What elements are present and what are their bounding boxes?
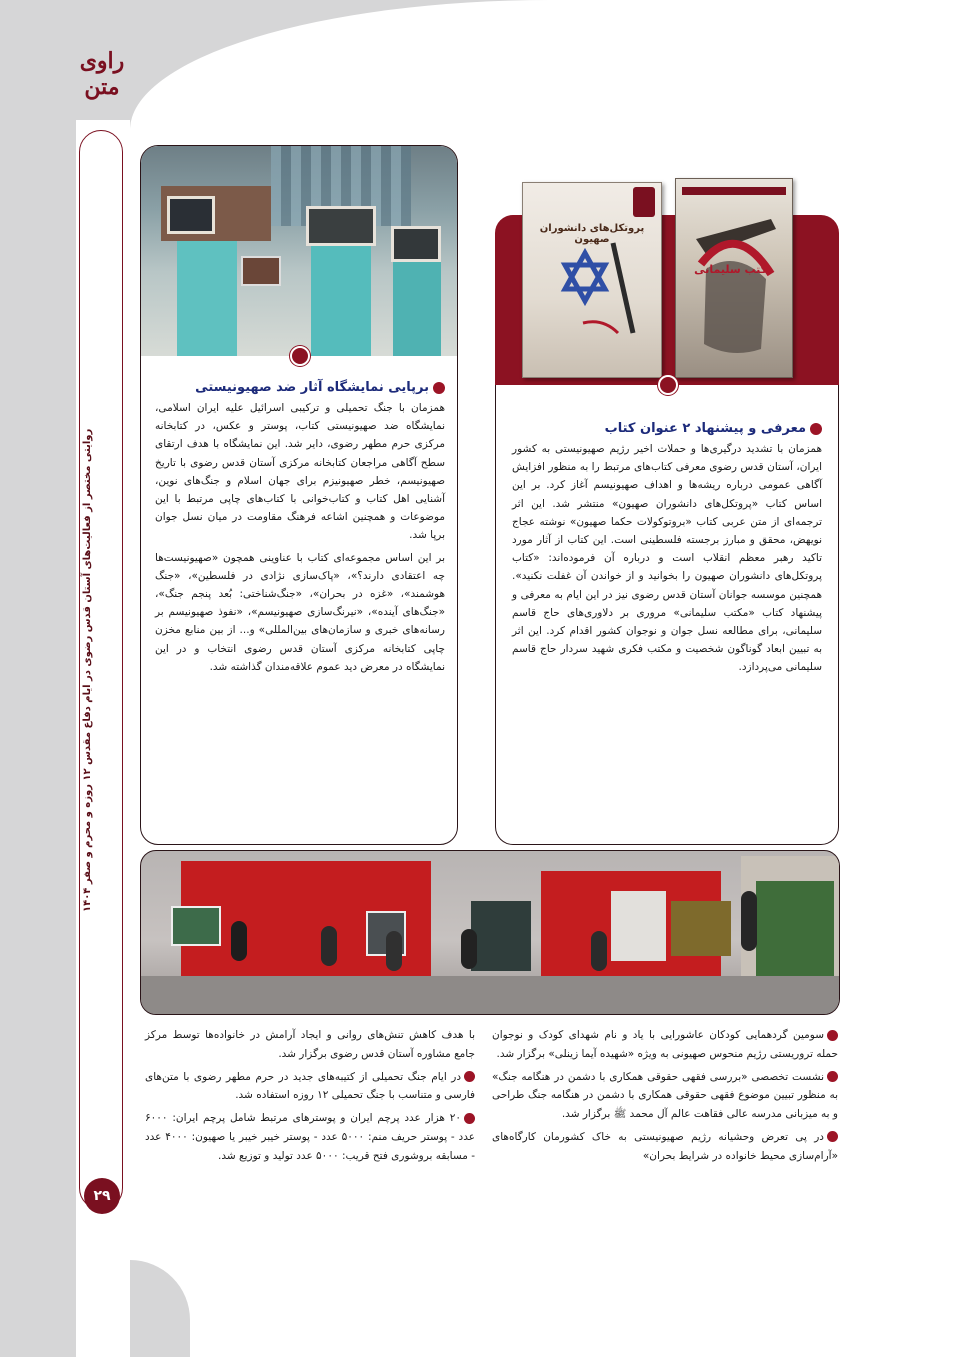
news-item-4: در ایام جنگ تحمیلی از کتیبه‌های جدید در حرم مطهر رضوی با متن‌های فارسی و متناسب با جنگ تحمیلی ۱۲ روزه استفاده شد. [145, 1070, 475, 1102]
painting-workshop-photo [140, 850, 840, 1015]
books-title: معرفی و پیشنهاد ۲ عنوان کتاب [512, 421, 822, 436]
book-1-title: پروتکل‌های دانشوران صهیون [539, 223, 645, 245]
exhibition-photo [141, 146, 458, 356]
news-item-3: در پی تعرض وحشیانه رژیم صهیونیستی به خاک کشورمان کارگاه‌های «آرام‌سازی محیط خانواده در شرایط بحران» [492, 1130, 838, 1162]
exhibition-title: برپایی نمایشگاه آثار ضد صهیونیستی [155, 380, 445, 395]
books-box [495, 385, 839, 845]
books-text: همزمان با تشدید درگیری‌ها و حملات اخیر رژیم صهیونیستی به کشور ایران، آستان قدس رضوی معرفی کتاب‌های مرتبط را به منظور افزایش آگاهی عمومی درباره ریشه‌ها و اهداف صهیونیسم آغاز کرد. بر این اساس کتاب «پروتکل‌های دانشوران صهیون» منتشر شد. این اثر ترجمه‌ای از متن عربی کتاب «بروتوکولات حکما صهیون» نوشته عجاج نویهض، محقق و مبارز برجسته فلسطینی است. این کتاب از آثار مورد تاکید رهبر معظم انقلاب است و درباره آن فرموده‌اند: «کتاب پروتکل‌های دانشوران صهیون را بخوانید و از خواندن آن غفلت نکنید». همچنین موسسه جوانان آستان قدس رضوی نیز در این ایام به معرفی و پیشنهاد کتاب «مکتب سلیمانی» مروری بر دلاوری‌های حاج قاسم سلیمانی، برای مطالعه نسل جوان و نوجوان کشور اقدام کرد. این اثر به تبیین ابعاد گوناگون شخصیت و مکتب فکری شهید سردار حاج قاسم سلیمانی می‌پردازد. [512, 443, 822, 674]
bullet-icon [464, 1071, 475, 1082]
news-item-3-continued: با هدف کاهش تنش‌های روانی و ایجاد آرامش در خانواده‌ها توسط مرکز جامع مشاوره آستان قدس رضوی برگزار شد. [145, 1029, 475, 1060]
page-number: ۲۹ [84, 1178, 120, 1214]
book-cover-1 [522, 182, 662, 378]
exhibition-paragraph-1: همزمان با جنگ تحمیلی و ترکیبی اسرائیل علیه ایران اسلامی، نمایشگاه ضد صهیونیستی کتاب، پوستر و عکس، در کتابخانه مرکزی حرم مطهر رضوی، دایر شد. این نمایشگاه با هدف ارتقای سطح آگاهی مراجعان کتابخانه مرکزی آستان قدس رضوی با تاریخ صهیونیسم، خطر صهیونیزم برای جهان اسلام و جنگ‌های نوین، آشنایی اهل کتاب و کتاب‌خوانی با کتاب‌های چاپی مرتبط با این موضوعات و همچنین اشاعه فرهنگ مقاومت در میان نسل جوان برپا شد. [155, 402, 445, 542]
exhibition-paragraph-2: بر این اساس مجموعه‌ای کتاب با عناوینی همچون «صهیونیست‌ها چه اعتقادی دارند؟»، «پاک‌سازی نژادی در فلسطین»، «جنگ هوشمند»، «غزه در بحران»، «جنگ‌شناختی: بُعد پنجم جنگ»، «جنگ‌های آینده»، «نیرنگ‌سازی صهیونیسم»، «نفوذ صهیونیسم بر رسانه‌های خبری و سازمان‌های بین‌المللی» و... از بین منابع مخزن چاپی کتابخانه مرکزی آستان قدس رضوی انتخاب و در این نمایشگاه در معرض دید عموم علاقه‌مندان گذاشته شد. [155, 551, 445, 673]
bullet-icon [827, 1071, 838, 1082]
magazine-logo: راوی متن [79, 48, 125, 100]
bottom-left-column [145, 1026, 475, 1170]
bullet-icon [464, 1113, 475, 1124]
bullet-icon [827, 1131, 838, 1142]
news-item-1: سومین گردهمایی کودکان عاشورایی با یاد و نام شهدای کودک و نوجوان حمله تروریستی رژیم منحوس صهیونی به ویژه «شهیده آیما زینلی» برگزار شد. [492, 1029, 838, 1060]
rosette-ornament [658, 375, 678, 395]
bottom-right-column [492, 1026, 838, 1170]
page-top-curve [130, 0, 966, 140]
bullet-icon [827, 1030, 838, 1041]
book-cover-2 [675, 178, 793, 378]
bullet-icon [810, 423, 822, 435]
book-2-title: مکتب سلیمانی [694, 263, 774, 276]
exhibition-box [140, 145, 458, 845]
running-header: روایتی مختصر از فعالیت‌های آستان قدس رضوی در ایام دفاع مقدس ۱۲ روزه و محرم و صفر ۱۴۰۴ [82, 428, 93, 912]
news-item-5: ۲۰ هزار عدد پرچم ایران و پوسترهای مرتبط شامل پرچم ایران: ۶۰۰۰ عدد - پوستر حریف منم: ۵۰۰۰ عدد - پوستر خیبر خیبر یا صهیون: ۴۰۰۰ عدد - مسابقه بروشوری فتح قریب: ۵۰۰۰ عدد تولید و توزیع شد. [145, 1112, 475, 1162]
news-item-2: نشست تخصصی «بررسی فقهی حقوقی همکاری با دشمن در هنگامه جنگ» به منظور تبیین موضوع فقهی حقوقی همکاری با دشمن در هنگامه جنگ طراحی و به میزبانی مدرسه عالی فقاهت عالم آل محمد ﷺ برگزار شد. [492, 1070, 838, 1121]
bullet-icon [433, 382, 445, 394]
